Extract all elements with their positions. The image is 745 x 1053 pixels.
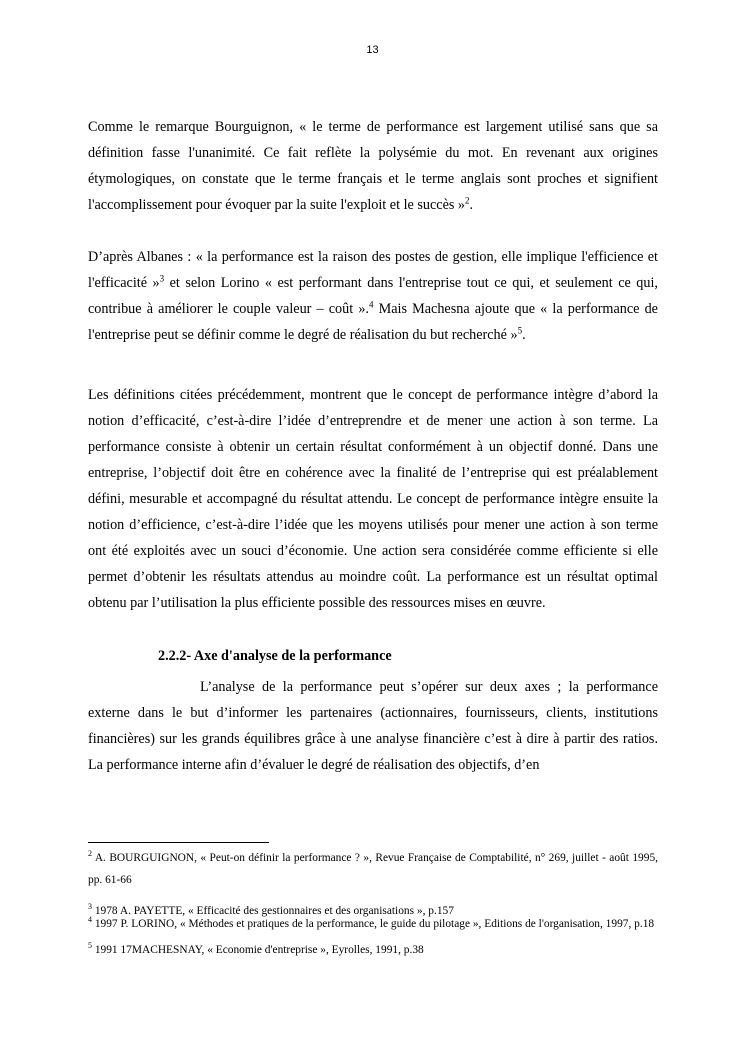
footnote-separator xyxy=(88,842,269,843)
footnote-4 xyxy=(88,915,658,931)
footnote-text: A. BOURGUIGNON, « Peut-on définir la performance ? », Revue Française de Comptabilité, n° 269, juillet - août 1995, pp. 61-66 xyxy=(88,852,658,886)
paragraph-text: Comme le remarque Bourguignon, « le terme de performance est largement utilisé sans que sa définition fasse l'unanimité. Ce fait reflète la polysémie du mot. En revenant aux origines étymologiques, on constate que le terme français et le terme anglais sont proches et signifient l'accomplissement pour évoquer par la suite l'exploit et le succès » xyxy=(88,119,658,213)
paragraph-definitions: Les définitions citées précédemment, montrent que le concept de performance intègre d’abord la notion d’efficacité, c’est-à-dire l’idée d’entreprendre et de mener une action à son terme. La performance consiste à obtenir un certain résultat conformément à un objectif donné. Dans une entreprise, l’objectif doit être en cohérence avec la finalité de l’entreprise qui est préalablement défini, mesurable et accompagné du résultat attendu. Le concept de performance intègre ensuite la notion d’efficience, c’est-à-dire l’idée que les moyens utilisés pour mener une action à son terme ont été exploités avec un souci d’économie. Une action sera considérée comme efficiente si elle permet d’obtenir les résultats attendus au moindre coût. La performance est un résultat optimal obtenu par l’utilisation la plus efficiente possible des ressources mises en œuvre. xyxy=(88,387,658,611)
footnote-text: 1978 A. PAYETTE, « Efficacité des gestionnaires et des organisations », p.157 xyxy=(92,905,454,917)
paragraph-end: . xyxy=(469,197,474,213)
paragraph-analysis: L’analyse de la performance peut s’opérer sur deux axes ; la performance externe dans le but d’informer les partenaires (actionnaires, fournisseurs, clients, institutions financières) sur les grands équilibres grâce à une analyse financière c’est à dire à partir des ratios. La performance interne afin d’évaluer le degré de réalisation des objectifs, d’en xyxy=(88,679,658,773)
paragraph-text: Mais Machesna ajoute que « la performance de l'entreprise peut se définir comme le degré de réalisation du but recherché » xyxy=(88,301,658,343)
footnote-text: 1991 17MACHESNAY, « Economie d'entreprise », Eyrolles, 1991, p.38 xyxy=(92,944,424,956)
paragraph-albanes xyxy=(88,244,658,348)
footnote-2 xyxy=(88,847,658,891)
footnote-ref-4: 4 xyxy=(368,299,374,310)
paragraph-end: . xyxy=(522,327,526,343)
footnote-5 xyxy=(88,941,658,957)
footnote-number: 2 xyxy=(88,849,92,859)
footnote-number: 3 xyxy=(88,902,92,912)
section-heading: 2.2.2- Axe d'analyse de la performance xyxy=(158,648,392,664)
paragraph-text: et selon Lorino « est performant dans l'entreprise tout ce qui, et seulement ce qui, contribue à améliorer le couple valeur – coût ». xyxy=(88,275,658,317)
page-number: 13 xyxy=(366,44,379,56)
footnote-number: 5 xyxy=(88,941,92,951)
footnote-3 xyxy=(88,902,658,918)
paragraph-text: D’après Albanes : « la performance est la raison des postes de gestion, elle implique l'efficience et l'efficacité » xyxy=(88,249,658,291)
footnote-ref-3: 3 xyxy=(159,273,165,284)
paragraph-bourguignon xyxy=(88,114,658,218)
footnote-number: 4 xyxy=(88,915,92,925)
footnote-ref-5: 5 xyxy=(517,325,523,336)
footnote-ref-2: 2 xyxy=(465,195,470,206)
footnote-text: 1997 P. LORINO, « Méthodes et pratiques de la performance, le guide du pilotage », Editions de l'organisation, 1997, p.18 xyxy=(92,918,655,930)
